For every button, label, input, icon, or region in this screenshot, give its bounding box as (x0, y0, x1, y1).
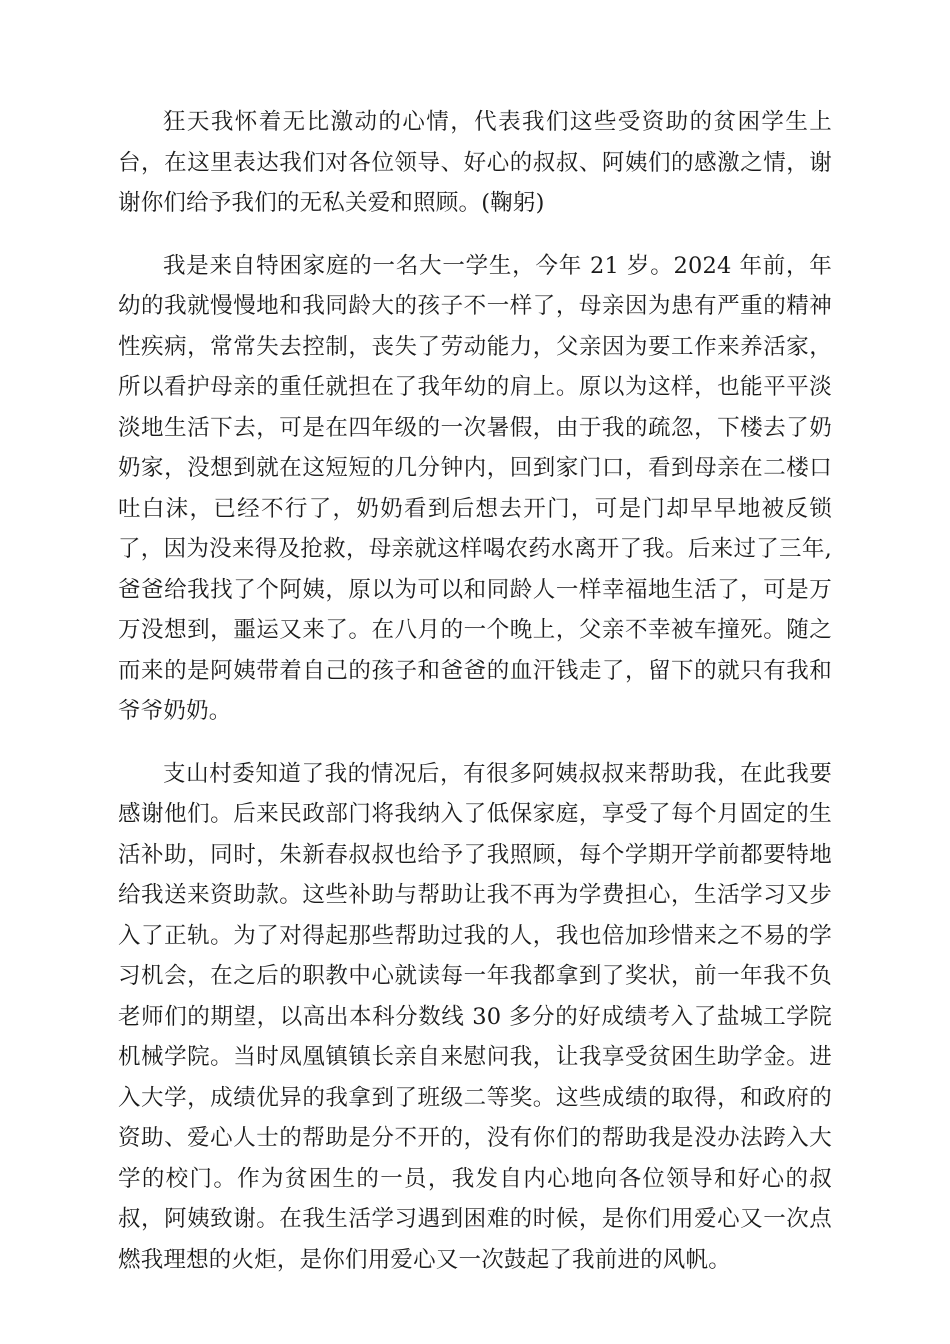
paragraph-thanks-intro: 狂天我怀着无比激动的心情，代表我们这些受资助的贫困学生上台，在这里表达我们对各位领导、好心的叔叔、阿姨们的感激之情，谢谢你们给予我们的无私关爱和照顾。(鞠躬) (118, 109, 832, 216)
paragraph-family-story: 我是来自特困家庭的一名大一学生，今年 21 岁。2024 年前，年幼的我就慢慢地和我同龄大的孩子不一样了，母亲因为患有严重的精神性疾病，常常失去控制，丧失了劳动能力，父亲因为要工作来养活家，所以看护母亲的重任就担在了我年幼的肩上。原以为这样，也能平平淡淡地生活下去，可是在四年级的一次暑假，由于我的疏忽，下楼去了奶奶家，没想到就在这短短的几分钟内，回到家门口，看到母亲在二楼口吐白沫，已经不行了，奶奶看到后想去开门，可是门却早早地被反锁了，因为没来得及抢救，母亲就这样喝农药水离开了我。后来过了三年,爸爸给我找了个阿姨，原以为可以和同龄人一样幸福地生活了，可是万万没想到，噩运又来了。在八月的一个晚上，父亲不幸被车撞死。随之而来的是阿姨带着自己的孩子和爸爸的血汗钱走了，留下的就只有我和爷爷奶奶。 (118, 252, 832, 724)
paragraph-help-received: 支山村委知道了我的情况后，有很多阿姨叔叔来帮助我，在此我要感谢他们。后来民政部门将我纳入了低保家庭，享受了每个月固定的生活补助，同时，朱新春叔叔也给予了我照顾，每个学期开学前都要特地给我送来资助款。这些补助与帮助让我不再为学费担心，生活学习又步入了正轨。为了对得起那些帮助过我的人，我也倍加珍惜来之不易的学习机会，在之后的职教中心就读每一年我都拿到了奖状，前一年我不负老师们的期望，以高出本科分数线 30 多分的好成绩考入了盐城工学院机械学院。当时凤凰镇镇长亲自来慰问我，让我享受贫困生助学金。进入大学，成绩优异的我拿到了班级二等奖。这些成绩的取得，和政府的资助、爱心人士的帮助是分不开的，没有你们的帮助我是没办法跨入大学的校门。作为贫困生的一员，我发自内心地向各位领导和好心的叔叔，阿姨致谢。在我生活学习遇到困难的时候，是你们用爱心又一次点燃我理想的火炬，是你们用爱心又一次鼓起了我前进的风帆。 (118, 760, 832, 1273)
